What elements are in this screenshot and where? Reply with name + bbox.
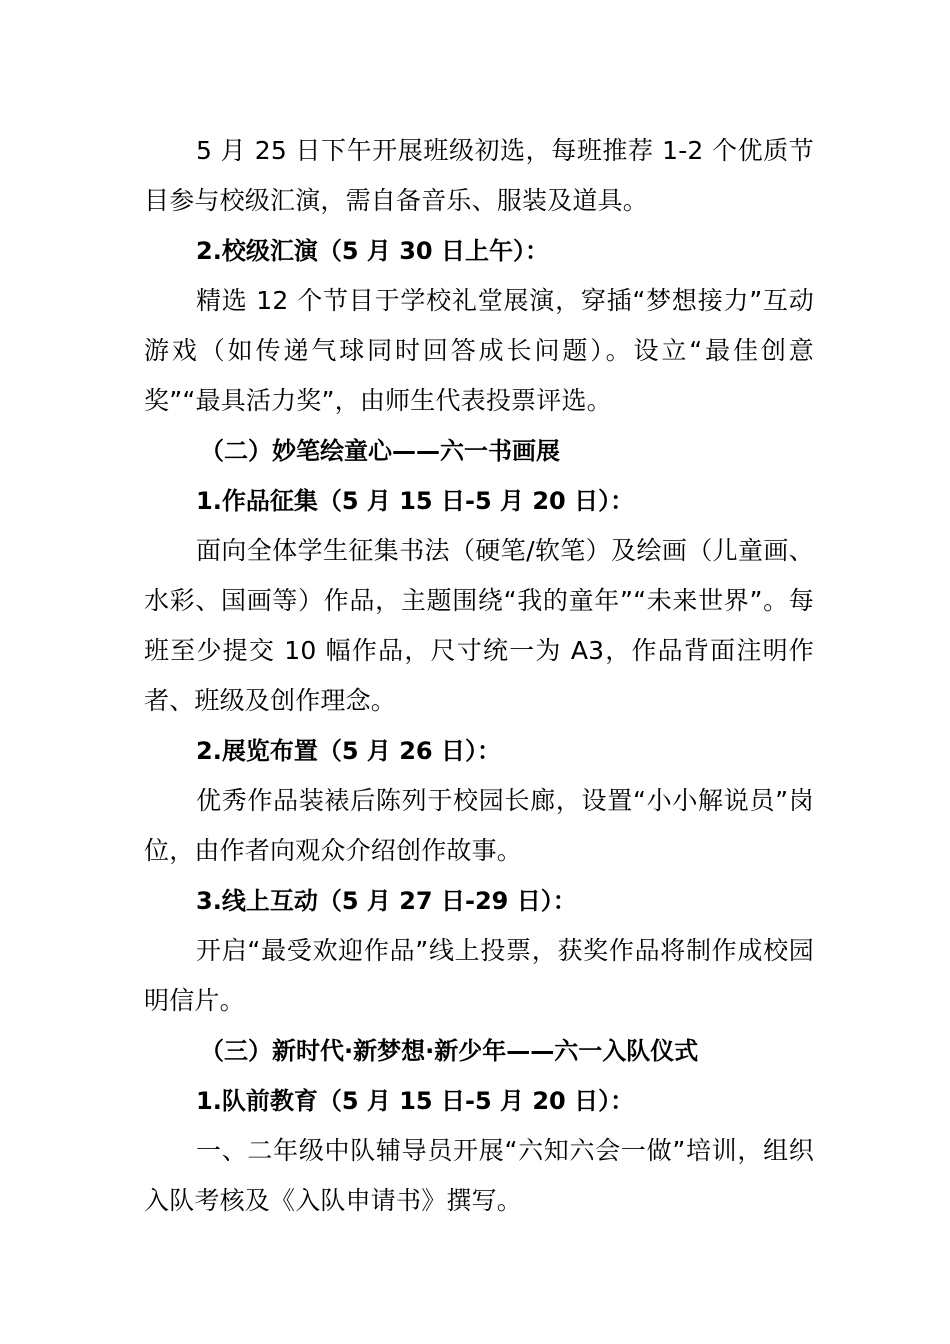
paragraph-online-interaction: 开启“最受欢迎作品”线上投票，获奖作品将制作成校园明信片。 bbox=[144, 936, 814, 1015]
paragraph-class-preselection: 5 月 25 日下午开展班级初选，每班推荐 1-2 个优质节目参与校级汇演，需自备音乐、服装及道具。 bbox=[144, 136, 814, 215]
paragraph-pre-enrollment-education: 一、二年级中队辅导员开展“六知六会一做”培训，组织入队考核及《入队申请书》撰写。 bbox=[144, 1136, 814, 1215]
subheading-pre-enrollment-education: 1.队前教育（5 月 15 日-5 月 20 日）： bbox=[196, 1087, 635, 1115]
paragraph-work-collection: 面向全体学生征集书法（硬笔/软笔）及绘画（儿童画、水彩、国画等）作品，主题围绕“我的童年”“未来世界”。每班至少提交 10 幅作品，尺寸统一为 A3，作品背面注明作者、班级及创作理念。 bbox=[144, 536, 814, 715]
paragraph-school-performance: 精选 12 个节目于学校礼堂展演，穿插“梦想接力”互动游戏（如传递气球同时回答成长问题）。设立“最佳创意奖”“最具活力奖”，由师生代表投票评选。 bbox=[144, 286, 814, 415]
subheading-school-performance: 2.校级汇演（5 月 30 日上午）： bbox=[196, 237, 549, 265]
section-heading-enrollment-ceremony: （三）新时代·新梦想·新少年——六一入队仪式 bbox=[200, 1037, 699, 1065]
paragraph-exhibition-setup: 优秀作品装裱后陈列于校园长廊，设置“小小解说员”岗位，由作者向观众介绍创作故事。 bbox=[144, 786, 814, 865]
subheading-online-interaction: 3.线上互动（5 月 27 日-29 日）： bbox=[196, 887, 577, 915]
subheading-exhibition-setup: 2.展览布置（5 月 26 日）： bbox=[196, 737, 501, 765]
subheading-work-collection: 1.作品征集（5 月 15 日-5 月 20 日）： bbox=[196, 487, 635, 515]
document-body bbox=[144, 126, 814, 1226]
section-heading-art-exhibition: （二）妙笔绘童心——六一书画展 bbox=[200, 437, 560, 465]
